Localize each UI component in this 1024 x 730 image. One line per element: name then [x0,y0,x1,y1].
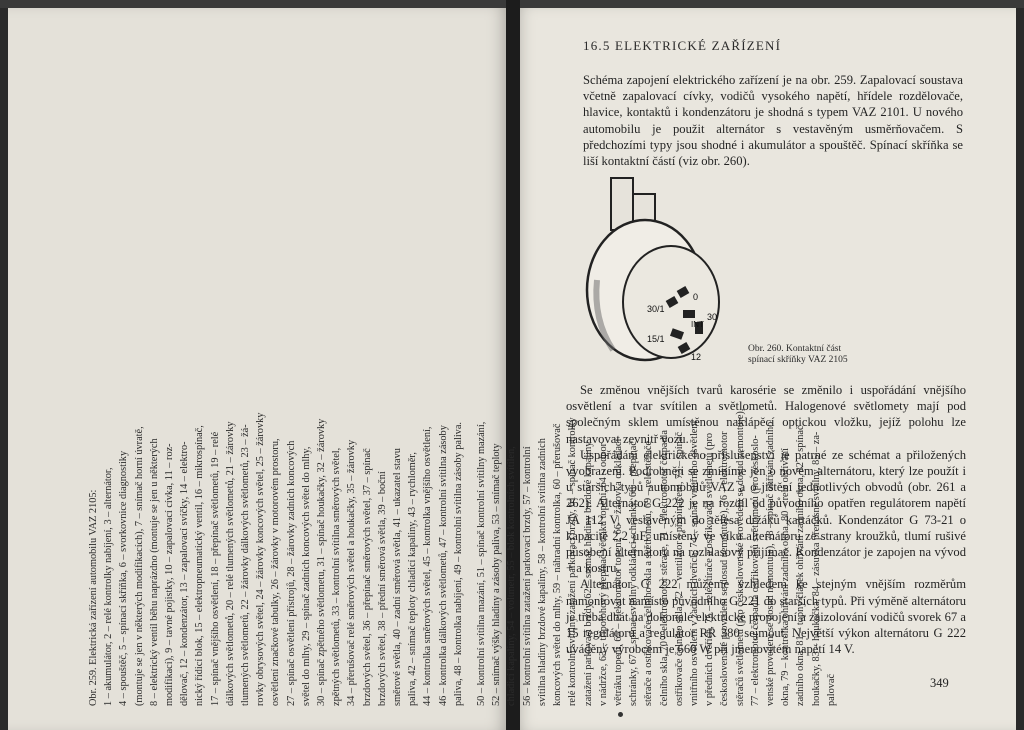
caption-line: rovky obrysových světel, 24 – žárovky koncových světel, 25 – žárovky [255,412,267,706]
ignition-switch-figure [583,170,723,370]
figure-caption: Obr. 260. Kontaktní část spínací skříňky VAZ 2105 [748,344,848,365]
caption-line: schránky, 67 – spínač svítilny odkládací schránky, 68 – přepínač [628,441,640,706]
ignition-switch-drawing [583,170,723,370]
caption-line: paliva, 42 – snímač teploty chladicí kapaliny, 43 – rychloměr, [407,452,419,706]
caption-line: modifikací), 9 – tavné pojistky, 10 – zapalovací cívka, 11 – roz- [164,443,176,706]
caption-line: tlumených světlometů, 22 – žárovky dálkových světlometů, 23 – žá- [240,424,252,706]
caption-line: okna, 79 – kontrolka ohřívání zadního okna, 80 – relé ohřívání [780,448,792,706]
caption-line: 77 – elektromotor čerpadla ostřikovačů světlometů (pro českoslo- [749,435,761,706]
caption-line: v předních dveřích, 75 – relé stírače a ostřikovačů světlometů (pro [704,432,716,706]
caption-line: 56 – kontrolní svítilna zatažení parkovací brzdy, 57 – kontrolní [521,446,533,706]
caption-line: stěračů světlometů (pro československé provedení se dosud nemontuje), [734,408,746,706]
caption-line: 50 – kontrolní svítilna mazání, 51 – spínač kontrolní svítilny mazání, [476,421,488,706]
caption-line: vnitřního osvětlení v zadních dveřích, 74 – spínač vnitřního osvětlení [688,420,700,706]
caption-line: Obr. 259. Elektrická zařízení automobilu VAZ 2105: [88,489,99,706]
caption-line: chladicí kapaliny, 54 – voltmetr, 55 – blok kontrolních svítilen, [506,446,518,706]
paragraph-replacement: Alternátor G 222 můžeme vzhledem ke stejným vnějším rozměrům namontovat namísto původního G 221 do starších typů. Při výměně alternátoru je třeba dbát na dokonalé elektrické propojení a zaizolování vodičů svorek 67 a 15 regulátoru a regulátor RR 380 sejmout. Největší výkon alternátoru G 222 uváděný výrobcem je 660 W při jmenovitém napětí 14 V. [566,577,966,657]
caption-line: 30 – spínač zpětného světlometu, 31 – spínač houkačky, 32 – žárovky [316,418,328,706]
paragraph-lighting: Se změnou vnějších tvarů karosérie se změnilo i uspořádání vnějšího osvětlení a tvar svítilen a světlometů. Halogenové světlomety mají pod společným sklem umístěnou naklápěcí optickou vložku, jejíž polohu lze nastavovat zevnitř vozu. [566,383,966,446]
label-int: INT [691,320,704,329]
caption-line: svítilna hladiny brzdové kapaliny, 58 – kontrolní svítilna zadních [536,438,548,706]
caption-line: 52 – snímač výšky hladiny a zásoby paliva, 53 – snímač teploty [491,443,503,706]
caption-line: 1 – akumulátor, 2 – relé kontrolky nabíjení, 3 – alternátor, [103,467,115,706]
paragraph-alternator: Uspořádání elektrického příslušenství je patrné ze schémat a přiložených vyobrazení. Podrobněji se zmíníme jen o novém alternátoru, který lze použít i u starších typů automobilů VAZ a o jištění jednotlivých obvodů (obr. 261 a 262). Alternátor G 222 je na rozdíl od původního opatřen regulátorem napětí JA 112 V, vestavěným do tělesa držáků kartáčků. Kondenzátor G 73-21 o kapacitě 2,2 µF, umístěný ve víku alternátoru ze strany kroužků, tlumí rušivé působení alternátoru na rozhlasový přijímač. Kondenzátor je zapojen na vývod + a kostru. [566,447,966,576]
caption-line: 4 – spouštěč, 5 – spínací skříňka, 6 – svorkovnice diagnostiky [118,450,130,706]
caption-line: 8 – elektrický ventil běhu naprázdno (montuje se jen u některých [148,438,160,706]
caption-line: 46 – kontrolka dálkových světlometů, 47 – kontrolní svítilna zásoby [437,425,449,706]
ink-mark [618,712,623,717]
caption-line: 34 – přerušovač relé směrových světel a houkačky, 35 – žárovky [346,439,358,706]
label-12: 12 [691,352,702,362]
caption-line: paliva, 48 – kontrolka nabíjení, 49 – kontrolní svítilna zásoby paliva. [452,422,464,706]
caption-line: větráku topení, 65 – elektromotor topení, 66 – žárovka odkládací [612,438,624,706]
caption-line: 17 – spínač vnějšího osvětlení, 18 – přepínač světlometů, 19 – relé [209,431,221,706]
caption-line: (montuje se jen v některých modifikacích), 7 – snímač horní úvratě, [133,426,145,706]
caption-line: houkačky, 83 – houkačka, 84 – zásuvka přenosné svítilny, 85 – za- [810,431,822,706]
caption-line: 44 – kontrolka směrových světel, 45 – kontrolka vnějšího osvětlení, [422,426,434,706]
caption-line: stěrače a ostřikovače čelního skla a světlometů, 69 – relé stěrače [643,440,655,706]
contact-int [683,310,695,318]
body-text [566,382,966,657]
caption-column-1 [86,22,466,706]
caption-line: osvětlení značkové tabulky, 26 – žárovky v motorovém prostoru, [270,438,282,706]
label-0: 0 [693,292,699,302]
caption-line: v nádržce, 63 – třípolohový přepínač větráku topení, 64 – odpor [597,442,609,706]
caption-line: relé kontrolní svítilny zatažení parkovací brzdy, 61 – spínač kontrolky [567,417,579,706]
label-15-1: 15/1 [647,334,665,344]
caption-line: zpětných světlometů, 33 – kontrolní svítilna směrových světel, [331,447,343,706]
caption-line: zadního okna, 81 – topný článek ohřívání zadního okna, 82 – spínač [795,425,807,706]
caption-line: koncových světel do mlhy, 59 – náhradní kontrolka, 60 – přerušovač [552,423,564,706]
caption-line: čelního skla, 70 – elektromotor stěrače, 71 – elektromotor čerpadla [658,430,670,706]
caption-line: ostřikovače čelního skla, 72 – ventilátor s přepínačem, 73 – spínač [673,432,685,706]
intro-paragraph: Schéma zapojení elektrického zařízení je na obr. 259. Zapalovací soustava včetně zapalovací cívky, vodičů vysokého napětí, hřídele rozdělovače, hlavice, kontaktů i kondenzátoru je shodná s typem VAZ 2101. U nového automobilu je použit alternátor s vestavěným usměrňovačem. S předchozími typy jsou shodné i akumulátor a spouštěč. Spínací skříňka se liší kontaktní částí (viz obr. 260). [583,73,963,169]
label-30: 30 [707,312,718,322]
section-title: 16.5 ELEKTRICKÉ ZAŘÍZENÍ [583,38,782,53]
caption-line: nický řídicí blok, 15 – elektropneumatický ventil, 16 – mikrospínač, [194,425,206,706]
caption-line: brzdových světel, 36 – přepínač směrových světel, 37 – spínač [361,448,373,706]
caption-line: směrové světla, 40 – zadní směrová světla, 41 – ukazatel stavu [392,448,404,706]
caption-line: dělovač, 12 – kondenzátor, 13 – zapalovací svíčky, 14 – elektro- [179,441,191,706]
caption-line: světel do mlhy, 29 – spínač zadních koncových světel do mlhy, [300,446,312,706]
caption-line: palovač [825,673,837,706]
caption-line: československé provedení se dosud nemontuje), 76 – elektromotor [719,431,731,706]
caption-line: dálkových světlometů, 20 – relé tlumených světlometů, 21 – žárovky [224,421,236,706]
caption-line: 27 – spínač osvětlení přístrojů, 28 – žárovky zadních koncových [285,440,297,706]
label-30-1: 30/1 [647,304,665,314]
caption-line: zatažení parkovací brzdy, 62 – snímač hladiny brzdové kapaliny [582,441,594,706]
caption-line: venské provedení se dosud nemontuje), 78 – spínač ohřívání zadního [764,421,776,706]
page-number: 349 [930,676,949,690]
caption-line: brzdových světel, 38 – přední směrová světla, 39 – boční [376,471,388,706]
